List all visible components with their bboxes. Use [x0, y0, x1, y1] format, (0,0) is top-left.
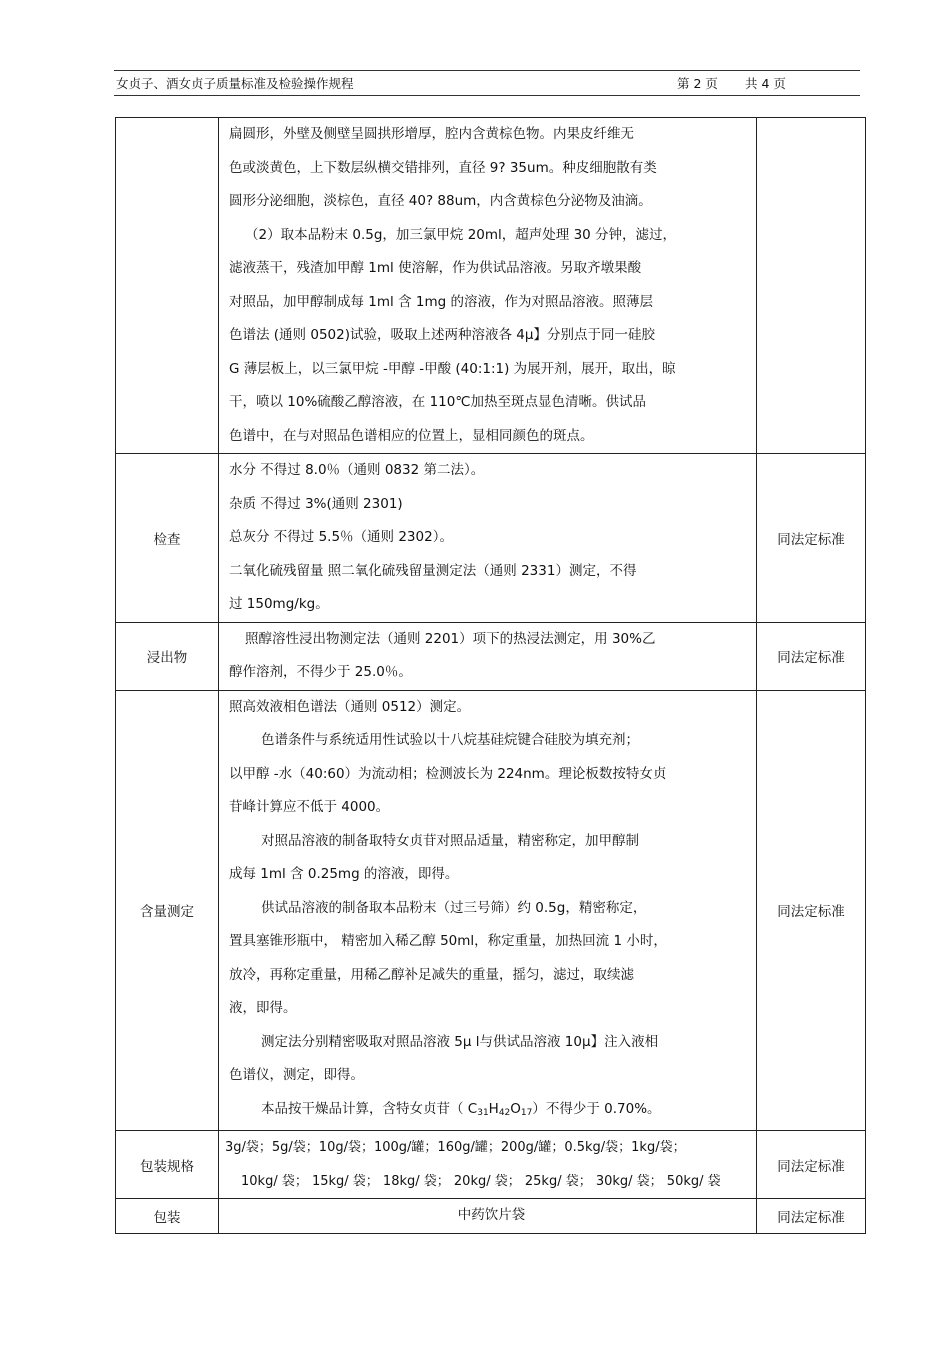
text-line: 照高效液相色谱法（通则 0512）测定。 — [229, 698, 471, 715]
text-line: 液，即得。 — [229, 1000, 297, 1016]
content-limit-line — [229, 1093, 754, 1131]
identification-label — [116, 118, 219, 454]
formula-prefix: 本品按干燥品计算，含特女贞苷（ C — [261, 1100, 478, 1117]
formula-element: H — [488, 1100, 499, 1117]
inspection-content — [219, 454, 757, 623]
page-header — [114, 70, 860, 96]
row-identification — [116, 118, 866, 454]
text-line: （2）取本品粉末 0.5g，加三氯甲烷 20ml，超声处理 30 分钟，滤过， — [245, 226, 677, 243]
text-line: 测定法分别精密吸取对照品溶液 5μ l与供试品溶液 10μ】注入液相 — [261, 1033, 659, 1050]
formula-subscript: 42 — [498, 1107, 511, 1118]
extract-label: 浸出物 — [116, 622, 219, 690]
inspection-standard: 同法定标准 — [757, 454, 866, 623]
packaging-label: 包装 — [116, 1199, 219, 1234]
text-line: 供试品溶液的制备取本品粉末（过三号筛）约 0.5g，精密称定， — [261, 899, 647, 916]
text-line: 色谱中，在与对照品色谱相应的位置上，显相同颜色的斑点。 — [229, 427, 594, 444]
row-inspection — [116, 454, 866, 623]
extract-standard: 同法定标准 — [757, 622, 866, 690]
identification-standard — [757, 118, 866, 454]
page-number: 第 2 页 — [677, 76, 718, 91]
packaging-spec-standard: 同法定标准 — [757, 1131, 866, 1199]
text-line: 成每 1ml 含 0.25mg 的溶液，即得。 — [229, 866, 459, 882]
assay-label: 含量测定 — [116, 690, 219, 1131]
text-line: 3g/袋；5g/袋；10g/袋；100g/罐；160g/罐；200g/罐；0.5kg/袋；1kg/袋； — [225, 1140, 686, 1155]
text-line: 杂质 不得过 3%(通则 2301) — [229, 495, 403, 512]
document-title: 女贞子、酒女贞子质量标准及检验操作规程 — [116, 76, 354, 91]
identification-content — [219, 118, 757, 454]
text-line: 色谱法 (通则 0502)试验，吸取上述两种溶液各 4μ】分别点于同一硅胶 — [229, 327, 655, 343]
text-line: 总灰分 不得过 5.5％（通则 2302）。 — [229, 529, 453, 545]
inspection-label: 检查 — [116, 454, 219, 623]
row-packaging-spec — [116, 1131, 866, 1199]
text-line: 圆形分泌细胞，淡棕色，直径 40? 88um，内含黄棕色分泌物及油滴。 — [229, 193, 652, 209]
text-line: 二氧化硫残留量 照二氧化硫残留量测定法（通则 2331）测定，不得 — [229, 562, 637, 579]
text-line: 苷峰计算应不低于 4000。 — [229, 799, 390, 815]
packaging-standard: 同法定标准 — [757, 1199, 866, 1234]
text-line: 对照品，加甲醇制成每 1ml 含 1mg 的溶液，作为对照品溶液。照薄层 — [229, 293, 653, 310]
text-line: 扁圆形，外壁及侧壁呈圆拱形增厚，腔内含黄棕色物。内果皮纤维无 — [229, 126, 634, 142]
formula-subscript: 17 — [520, 1107, 533, 1118]
packaging-content — [219, 1199, 757, 1234]
quality-standard-table — [115, 117, 866, 1234]
text-line: 置具塞锥形瓶中， 精密加入稀乙醇 50ml，称定重量，加热回流 1 小时， — [229, 933, 667, 949]
text-line: 干，喷以 10%硫酸乙醇溶液，在 110℃加热至斑点显色清晰。供试品 — [229, 394, 647, 410]
formula-element: O — [510, 1100, 521, 1117]
extract-content — [219, 622, 757, 690]
text-line: 水分 不得过 8.0％（通则 0832 第二法）。 — [229, 462, 485, 478]
formula-subscript: 31 — [477, 1107, 489, 1118]
text-line: 以甲醇 -水（40:60）为流动相；检测波长为 224nm。理论板数按特女贞 — [229, 765, 667, 782]
text-line: 照醇溶性浸出物测定法（通则 2201）项下的热浸法测定，用 30%乙 — [245, 630, 656, 647]
assay-content — [219, 690, 757, 1131]
text-line: 对照品溶液的制备取特女贞苷对照品适量，精密称定，加甲醇制 — [261, 832, 639, 849]
formula-suffix: ）不得少于 0.70%。 — [532, 1100, 661, 1117]
assay-standard: 同法定标准 — [757, 690, 866, 1131]
packaging-spec-label: 包装规格 — [116, 1131, 219, 1199]
text-line: 色或淡黄色，上下数层纵横交错排列，直径 9? 35um。种皮细胞散有类 — [229, 159, 657, 176]
packaging-spec-content — [219, 1131, 757, 1199]
text-line: 色谱仪，测定，即得。 — [229, 1067, 364, 1083]
row-extract — [116, 622, 866, 690]
row-assay — [116, 690, 866, 1131]
total-pages: 共 4 页 — [745, 76, 786, 91]
text-line: 10kg/ 袋； 15kg/ 袋； 18kg/ 袋； 20kg/ 袋； 25kg/ 袋； 30kg/ 袋； 50kg/ 袋 — [241, 1173, 721, 1189]
row-packaging — [116, 1199, 866, 1234]
text-line: 色谱条件与系统适用性试验以十八烷基硅烷键合硅胶为填充剂； — [261, 732, 639, 748]
text-line: 过 150mg/kg。 — [229, 596, 329, 612]
text-line: 放冷，再称定重量，用稀乙醇补足减失的重量，摇匀，滤过，取续滤 — [229, 966, 634, 983]
text-line: 醇作溶剂，不得少于 25.0％。 — [229, 664, 412, 680]
text-line: 滤液蒸干，残渣加甲醇 1ml 使溶解，作为供试品溶液。另取齐墩果酸 — [229, 260, 642, 276]
text-line: G 薄层板上，以三氯甲烷 -甲醇 -甲酸 (40:1:1) 为展开剂，展开，取出，晾 — [229, 360, 676, 377]
packaging-value: 中药饮片袋 — [457, 1207, 526, 1223]
